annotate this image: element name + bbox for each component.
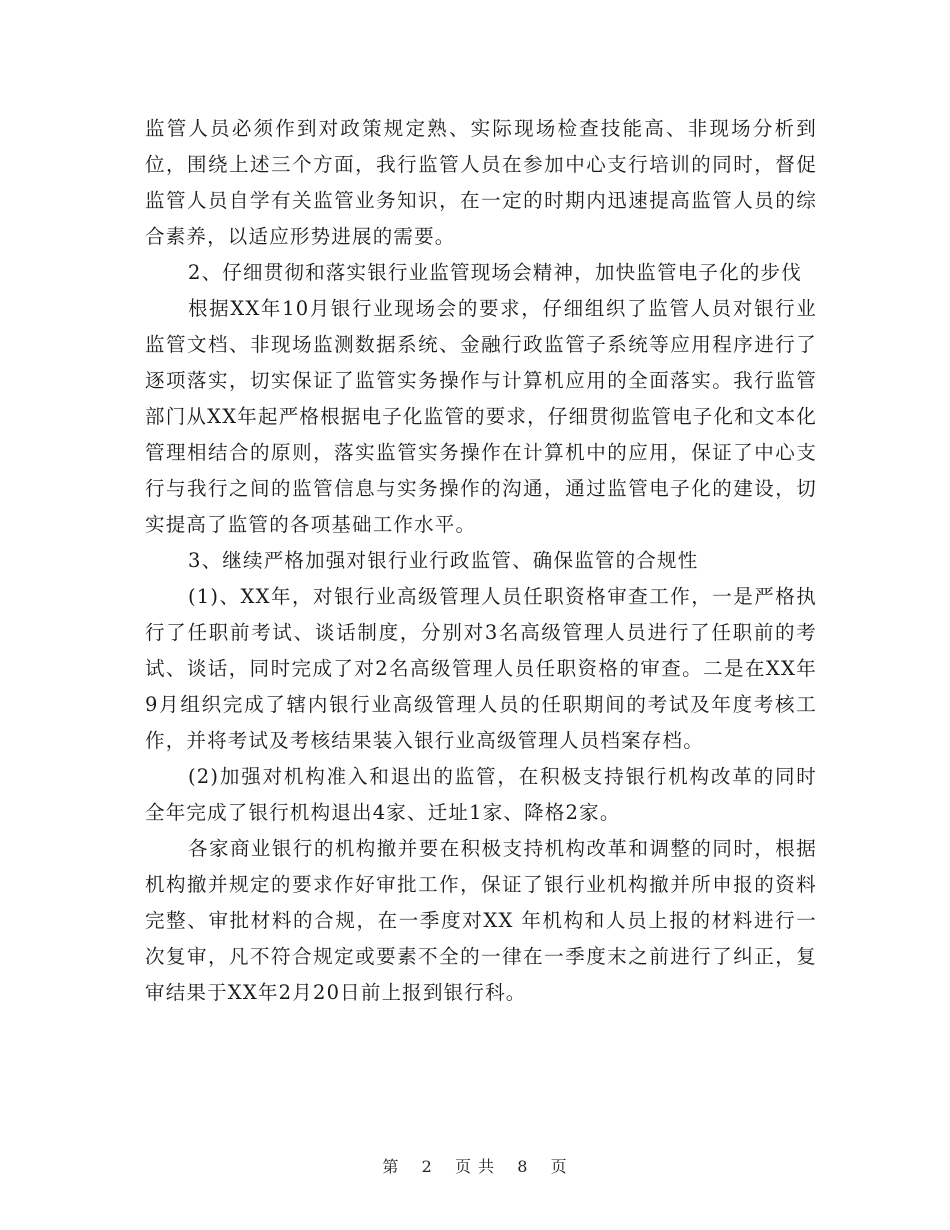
paragraph-7: 各家商业银行的机构撤并要在积极支持机构改革和调整的同时，根据机构撤并规定的要求作好审批工作，保证了银行业机构撤并所申报的资料完整、审批材料的合规，在一季度对XX 年机构和人员上报的材料进行一次复审，凡不符合规定或要素不全的一律在一季度末之前进行了纠正，复审结果于XX年2月20日前上报到银行科。: [145, 837, 817, 1004]
document-body: [145, 111, 817, 1011]
paragraph-6: (2)加强对机构准入和退出的监管，在积极支持银行机构改革的同时全年完成了银行机构退出4家、迁址1家、降格2家。: [145, 765, 817, 824]
page-footer: [0, 1154, 950, 1177]
footer-total-pages: 8: [517, 1157, 529, 1176]
paragraph-1: 监管人员必须作到对政策规定熟、实际现场检查技能高、非现场分析到位，围绕上述三个方面，我行监管人员在参加中心支行培训的同时，督促监管人员自学有关监管业务知识，在一定的时期内迅速提高监管人员的综合素养，以适应形势进展的需要。: [145, 117, 817, 248]
footer-suffix: 页: [550, 1157, 568, 1176]
paragraph-2: 2、仔细贯彻和落实银行业监管现场会精神，加快监管电子化的步伐: [188, 261, 802, 284]
paragraph-3: 根据XX年10月银行业现场会的要求，仔细组织了监管人员对银行业监管文档、非现场监测数据系统、金融行政监管子系统等应用程序进行了逐项落实，切实保证了监管实务操作与计算机应用的全面落实。我行监管部门从XX年起严格根据电子化监管的要求，仔细贯彻监管电子化和文本化管理相结合的原则，落实监管实务操作在计算机中的应用，保证了中心支行与我行之间的监管信息与实务操作的沟通，通过监管电子化的建设，切实提高了监管的各项基础工作水平。: [145, 297, 817, 536]
footer-page-number: 2: [421, 1157, 433, 1176]
paragraph-4: 3、继续严格加强对银行业行政监管、确保监管的合规性: [188, 549, 699, 572]
paragraph-5: (1)、XX年，对银行业高级管理人员任职资格审查工作，一是严格执行了任职前考试、谈话制度，分别对3名高级管理人员进行了任职前的考试、谈话，同时完成了对2名高级管理人员任职资格的审查。二是在XX年9月组织完成了辖内银行业高级管理人员的任职期间的考试及年度考核工作，并将考试及考核结果装入银行业高级管理人员档案存档。: [145, 585, 817, 752]
footer-middle: 页 共: [454, 1157, 496, 1176]
footer-prefix: 第: [382, 1157, 400, 1176]
